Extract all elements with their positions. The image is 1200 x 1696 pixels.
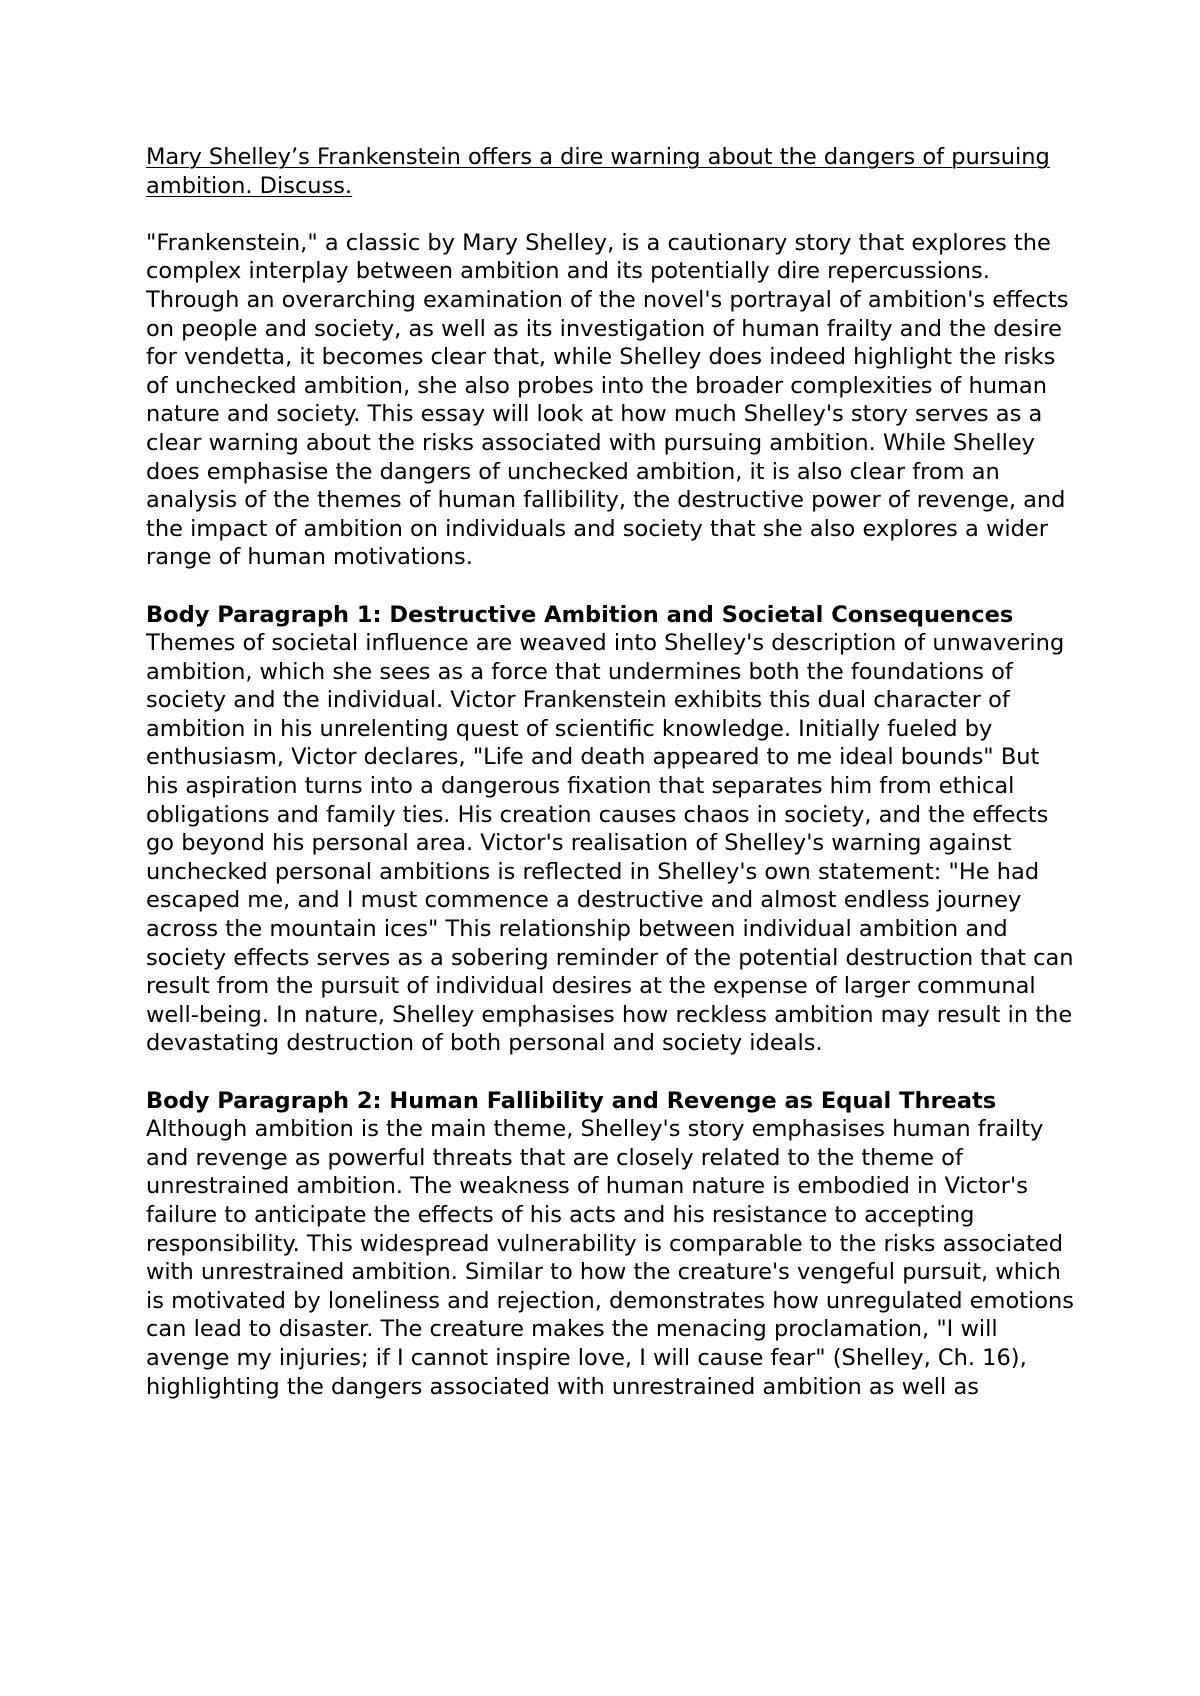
spacer [146, 572, 1076, 601]
section-heading-1: Body Paragraph 1: Destructive Ambition and Societal Consequences [146, 601, 1014, 628]
spacer [146, 1058, 1076, 1087]
document-body [146, 143, 1076, 1401]
intro-paragraph: "Frankenstein," a classic by Mary Shelley, is a cautionary story that explores the complex interplay between ambition and its potentially dire repercussions. Through an overarching examination of the novel's portrayal of ambition's effects on people and society, as well as its investigation of human frailty and the desire for vendetta, it becomes clear that, while Shelley does indeed highlight the risks of unchecked ambition, she also probes into the broader complexities of human nature and society. This essay will look at how much Shelley's story serves as a clear warning about the risks associated with pursuing ambition. While Shelley does emphasise the dangers of unchecked ambition, it is also clear from an analysis of the themes of human fallibility, the destructive power of revenge, and the impact of ambition on individuals and society that she also explores a wider range of human motivations. [146, 229, 1069, 571]
section-body-1: Themes of societal influence are weaved into Shelley's description of unwavering ambition, which she sees as a force that undermines both the foundations of society and the individual. Victor Frankenstein exhibits this dual character of ambition in his unrelenting quest of scientific knowledge. Initially fueled by enthusiasm, Victor declares, "Life and death appeared to me ideal bounds" But his aspiration turns into a dangerous fixation that separates him from ethical obligations and family ties. His creation causes chaos in society, and the effects go beyond his personal area. Victor's realisation of Shelley's warning against unchecked personal ambitions is reflected in Shelley's own statement: "He had escaped me, and I must commence a destructive and almost endless journey across the mountain ices" This relationship between individual ambition and society effects serves as a sobering reminder of the potential destruction that can result from the pursuit of individual desires at the expense of larger communal well-being. In nature, Shelley emphasises how reckless ambition may result in the devastating destruction of both personal and society ideals. [146, 630, 1074, 1057]
section-heading-2: Body Paragraph 2: Human Fallibility and Revenge as Equal Threats [146, 1087, 997, 1114]
essay-title: Mary Shelley’s Frankenstein offers a dire warning about the dangers of pursuing ambition. Discuss. [146, 144, 1050, 199]
spacer [146, 200, 1076, 229]
section-body-2: Although ambition is the main theme, Shelley's story emphasises human frailty and revenge as powerful threats that are closely related to the theme of unrestrained ambition. The weakness of human nature is embodied in Victor's failure to anticipate the effects of his acts and his resistance to accepting responsibility. This widespread vulnerability is comparable to the risks associated with unrestrained ambition. Similar to how the creature's vengeful pursuit, which is motivated by loneliness and rejection, demonstrates how unregulated emotions can lead to disaster. The creature makes the menacing proclamation, "I will avenge my injuries; if I cannot inspire love, I will cause fear" (Shelley, Ch. 16), highlighting the dangers associated with unrestrained ambition as well as [146, 1116, 1075, 1400]
